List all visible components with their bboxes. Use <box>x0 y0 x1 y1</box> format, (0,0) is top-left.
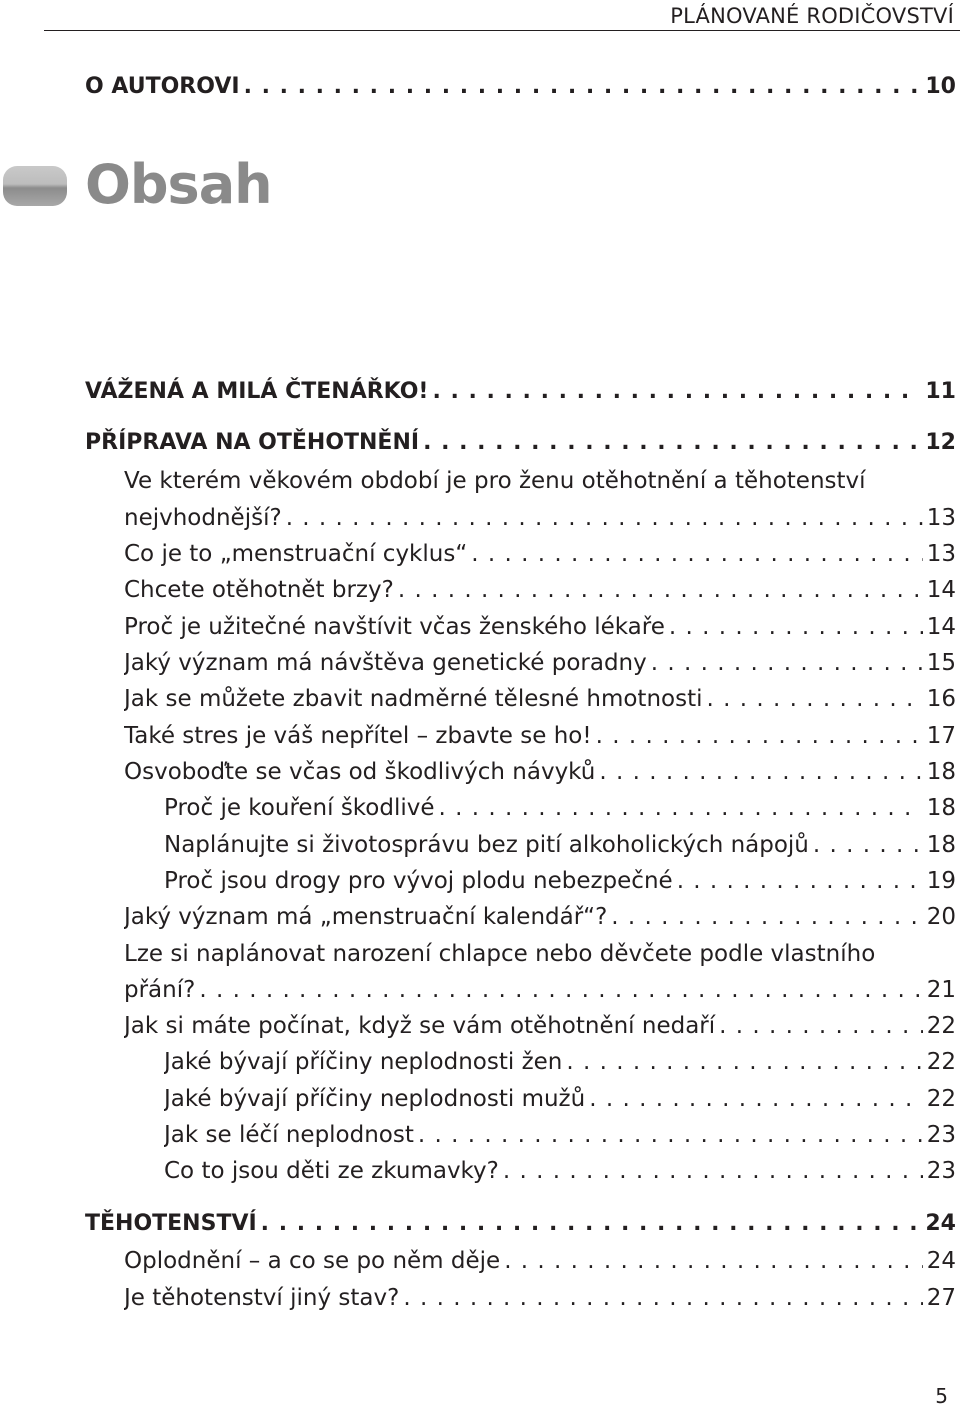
title-decoration-bar <box>3 166 67 206</box>
toc-entry-title: Je těhotenství jiný stav? <box>124 1285 400 1311</box>
toc-entry-title: PŘÍPRAVA NA OTĚHOTNĚNÍ <box>85 430 420 455</box>
toc-page-number: 14 <box>926 614 956 640</box>
toc-page-number: 13 <box>926 541 956 567</box>
toc-entry-title: Jak si máte počínat, když se vám otěhotnění nedaří <box>124 1013 716 1039</box>
page-number-folio: 5 <box>935 1384 948 1408</box>
toc-entry-wrap-line: Lze si naplánovat narození chlapce nebo děvčete podle vlastního <box>124 941 876 967</box>
toc-entry-title: Také stres je váš nepřítel – zbavte se ho! <box>124 723 592 749</box>
dot-leader <box>504 1243 923 1279</box>
dot-leader <box>651 645 923 681</box>
toc-entry-deti-ze-zkumavky[interactable] <box>164 1153 956 1189</box>
toc-page-number: 23 <box>926 1122 956 1148</box>
toc-entry-title: Osvoboďte se včas od škodlivých návyků <box>124 759 596 785</box>
toc-entry-tehotenstvi[interactable] <box>85 1206 956 1242</box>
dot-leader <box>423 425 921 461</box>
toc-entry-prani[interactable] <box>124 972 956 1008</box>
toc-page-number: 17 <box>926 723 956 749</box>
toc-entry-title: Jaký význam má „menstruační kalendář“? <box>124 904 608 930</box>
toc-entry-title: Jak se léčí neplodnost <box>164 1122 414 1148</box>
dot-leader <box>719 1008 923 1044</box>
dot-leader <box>596 718 923 754</box>
toc-entry-priprava-na-otehotneni[interactable] <box>85 425 956 461</box>
toc-entry-wrap-line: Ve kterém věkovém období je pro ženu otěhotnění a těhotenství <box>124 468 866 494</box>
toc-entry-zensky-lekar[interactable] <box>124 609 956 645</box>
toc-entry-title: Jaké bývají příčiny neplodnosti žen <box>164 1049 563 1075</box>
dot-leader <box>677 863 923 899</box>
dot-leader <box>669 609 923 645</box>
dot-leader <box>439 790 923 826</box>
toc-entry-nejvhodnejsi[interactable] <box>124 500 956 536</box>
toc-page-number: 24 <box>926 1248 956 1274</box>
toc-entry-title: VÁŽENÁ A MILÁ ČTENÁŘKO! <box>85 379 429 404</box>
toc-page-number: 20 <box>926 904 956 930</box>
dot-leader <box>611 899 922 935</box>
page-title: Obsah <box>85 153 272 216</box>
toc-page-number: 16 <box>926 686 956 712</box>
toc-entry-title: Naplánujte si životosprávu bez pití alkoholických nápojů <box>164 832 809 858</box>
toc-page-number: 18 <box>926 759 956 785</box>
toc-entry-title: Co je to „menstruační cyklus“ <box>124 541 468 567</box>
toc-page-number: 22 <box>926 1013 956 1039</box>
toc-entry-neplodnost-muzu[interactable] <box>164 1081 956 1117</box>
toc-page-number: 13 <box>926 505 956 531</box>
toc-entry-title: Proč jsou drogy pro vývoj plodu nebezpečné <box>164 868 673 894</box>
dot-leader <box>813 827 923 863</box>
toc-entry-leceni-neplodnosti[interactable] <box>164 1117 956 1153</box>
toc-page-number: 23 <box>926 1158 956 1184</box>
dot-leader <box>589 1081 923 1117</box>
toc-entry-menstruacni-cyklus[interactable] <box>124 536 956 572</box>
dot-leader <box>199 972 922 1008</box>
toc-entry-otehotneni-nedari[interactable] <box>124 1008 956 1044</box>
toc-entry-alkohol[interactable] <box>164 827 956 863</box>
toc-entry-oplodneni[interactable] <box>124 1243 956 1279</box>
toc-page-number: 14 <box>926 577 956 603</box>
dot-leader <box>403 1280 922 1316</box>
toc-page-number: 22 <box>926 1049 956 1075</box>
dot-leader <box>566 1044 922 1080</box>
toc-entry-o-autorovi[interactable] <box>85 69 956 105</box>
toc-entry-chcete-otehotnet-brzy[interactable] <box>124 572 956 608</box>
dot-leader <box>599 754 922 790</box>
toc-page-number: 15 <box>926 650 956 676</box>
toc-entry-title: Co to jsou děti ze zkumavky? <box>164 1158 499 1184</box>
toc-page-number: 11 <box>925 379 956 404</box>
toc-entry-title: O AUTOROVI <box>85 74 240 99</box>
toc-entry-title: Proč je užitečné navštívit včas ženského lékaře <box>124 614 665 640</box>
toc-page-number: 22 <box>926 1086 956 1112</box>
toc-page-number: 19 <box>926 868 956 894</box>
toc-page-number: 21 <box>926 977 956 1003</box>
toc-entry-telesna-hmotnost[interactable] <box>124 681 956 717</box>
toc-entry-vazena-a-mila-ctenarko[interactable] <box>85 374 956 410</box>
toc-entry-title: Proč je kouření škodlivé <box>164 795 435 821</box>
toc-entry-title: Jak se můžete zbavit nadměrné tělesné hmotnosti <box>124 686 703 712</box>
dot-leader <box>244 69 922 105</box>
toc-entry-title: Jaký význam má návštěva genetické poradny <box>124 650 647 676</box>
toc-page-number: 27 <box>926 1285 956 1311</box>
toc-entry-stres[interactable] <box>124 718 956 754</box>
toc-entry-geneticka-poradna[interactable] <box>124 645 956 681</box>
dot-leader <box>286 500 923 536</box>
dot-leader <box>398 572 923 608</box>
dot-leader <box>418 1117 923 1153</box>
toc-entry-title: Jaké bývají příčiny neplodnosti mužů <box>164 1086 586 1112</box>
toc-entry-title: Chcete otěhotnět brzy? <box>124 577 394 603</box>
toc-page-number: 24 <box>925 1211 956 1236</box>
toc-entry-title: Oplodnění – a co se po něm děje <box>124 1248 501 1274</box>
dot-leader <box>471 536 922 572</box>
toc-entry-title: TĚHOTENSTVÍ <box>85 1211 257 1236</box>
dot-leader <box>261 1206 922 1242</box>
toc-entry-title: nejvhodnější? <box>124 505 282 531</box>
toc-entry-koureni[interactable] <box>164 790 956 826</box>
toc-entry-title: přání? <box>124 977 196 1003</box>
running-header: PLÁNOVANÉ RODIČOVSTVÍ <box>670 4 954 28</box>
toc-entry-skodlive-navyky[interactable] <box>124 754 956 790</box>
toc-entry-neplodnost-zen[interactable] <box>164 1044 956 1080</box>
toc-entry-menstruacni-kalendar[interactable] <box>124 899 956 935</box>
header-rule <box>44 30 960 31</box>
dot-leader <box>432 374 921 410</box>
toc-page-number: 18 <box>926 832 956 858</box>
toc-page-number: 10 <box>925 74 956 99</box>
toc-page-number: 18 <box>926 795 956 821</box>
toc-page-number: 12 <box>925 430 956 455</box>
toc-entry-drogy[interactable] <box>164 863 956 899</box>
dot-leader <box>503 1153 923 1189</box>
toc-entry-jiny-stav[interactable] <box>124 1280 956 1316</box>
dot-leader <box>707 681 923 717</box>
